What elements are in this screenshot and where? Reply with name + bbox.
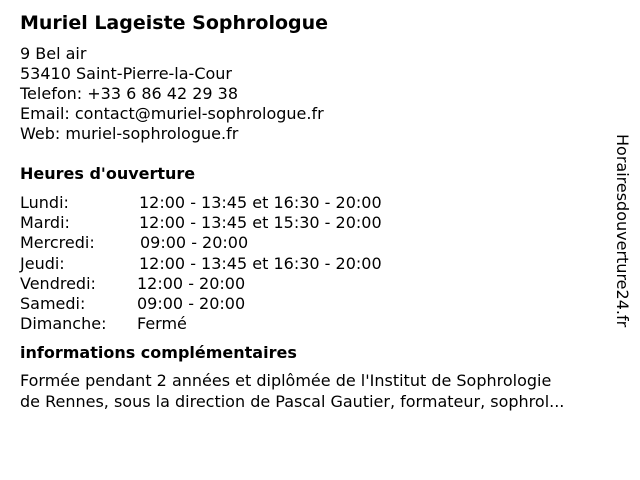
hours-row-lundi — [20, 193, 615, 213]
info-text-line: Formée pendant 2 années et diplômée de l'Institut de Sophrologie — [20, 371, 552, 391]
hours-day: Mardi: — [20, 213, 70, 233]
hours-day: Samedi: — [20, 293, 86, 313]
contact-block — [20, 44, 615, 144]
hours-row-samedi — [20, 294, 615, 314]
address-city: 53410 Saint-Pierre-la-Cour — [20, 64, 233, 83]
hours-row-mardi — [20, 213, 615, 233]
watermark-text: Horairesdouverture24.fr — [613, 134, 632, 328]
hours-day: Mercredi: — [20, 233, 95, 253]
hours-day: Jeudi: — [20, 253, 65, 273]
hours-time: 09:00 - 20:00 — [137, 293, 246, 313]
hours-time: 12:00 - 13:45 et 16:30 - 20:00 — [139, 253, 382, 273]
hours-time: 09:00 - 20:00 — [140, 233, 249, 253]
watermark — [612, 134, 634, 374]
info-text-block — [20, 370, 615, 412]
web-line: Web: muriel-sophrologue.fr — [20, 124, 239, 143]
hours-day: Vendredi: — [20, 273, 96, 293]
hours-row-mercredi — [20, 233, 615, 253]
email-line: Email: contact@muriel-sophrologue.fr — [20, 104, 324, 123]
info-heading: informations complémentaires — [20, 343, 297, 363]
business-name: Muriel Lageiste Sophrologue — [20, 12, 329, 34]
hours-row-dimanche — [20, 314, 615, 334]
info-text-line: de Rennes, sous la direction de Pascal Gautier, formateur, sophrol... — [20, 392, 565, 412]
hours-day: Lundi: — [20, 193, 69, 212]
hours-row-vendredi — [20, 274, 615, 294]
phone-line: Telefon: +33 6 86 42 29 38 — [20, 84, 239, 103]
business-card — [20, 10, 615, 412]
hours-table — [20, 193, 615, 334]
hours-time: 12:00 - 20:00 — [137, 273, 246, 293]
hours-time: 12:00 - 13:45 et 15:30 - 20:00 — [139, 213, 382, 233]
hours-time: 12:00 - 13:45 et 16:30 - 20:00 — [139, 193, 382, 212]
address-street: 9 Bel air — [20, 44, 87, 63]
hours-day: Dimanche: — [20, 314, 107, 334]
hours-heading: Heures d'ouverture — [20, 164, 196, 183]
hours-time: Fermé — [137, 314, 187, 334]
hours-row-jeudi — [20, 254, 615, 274]
